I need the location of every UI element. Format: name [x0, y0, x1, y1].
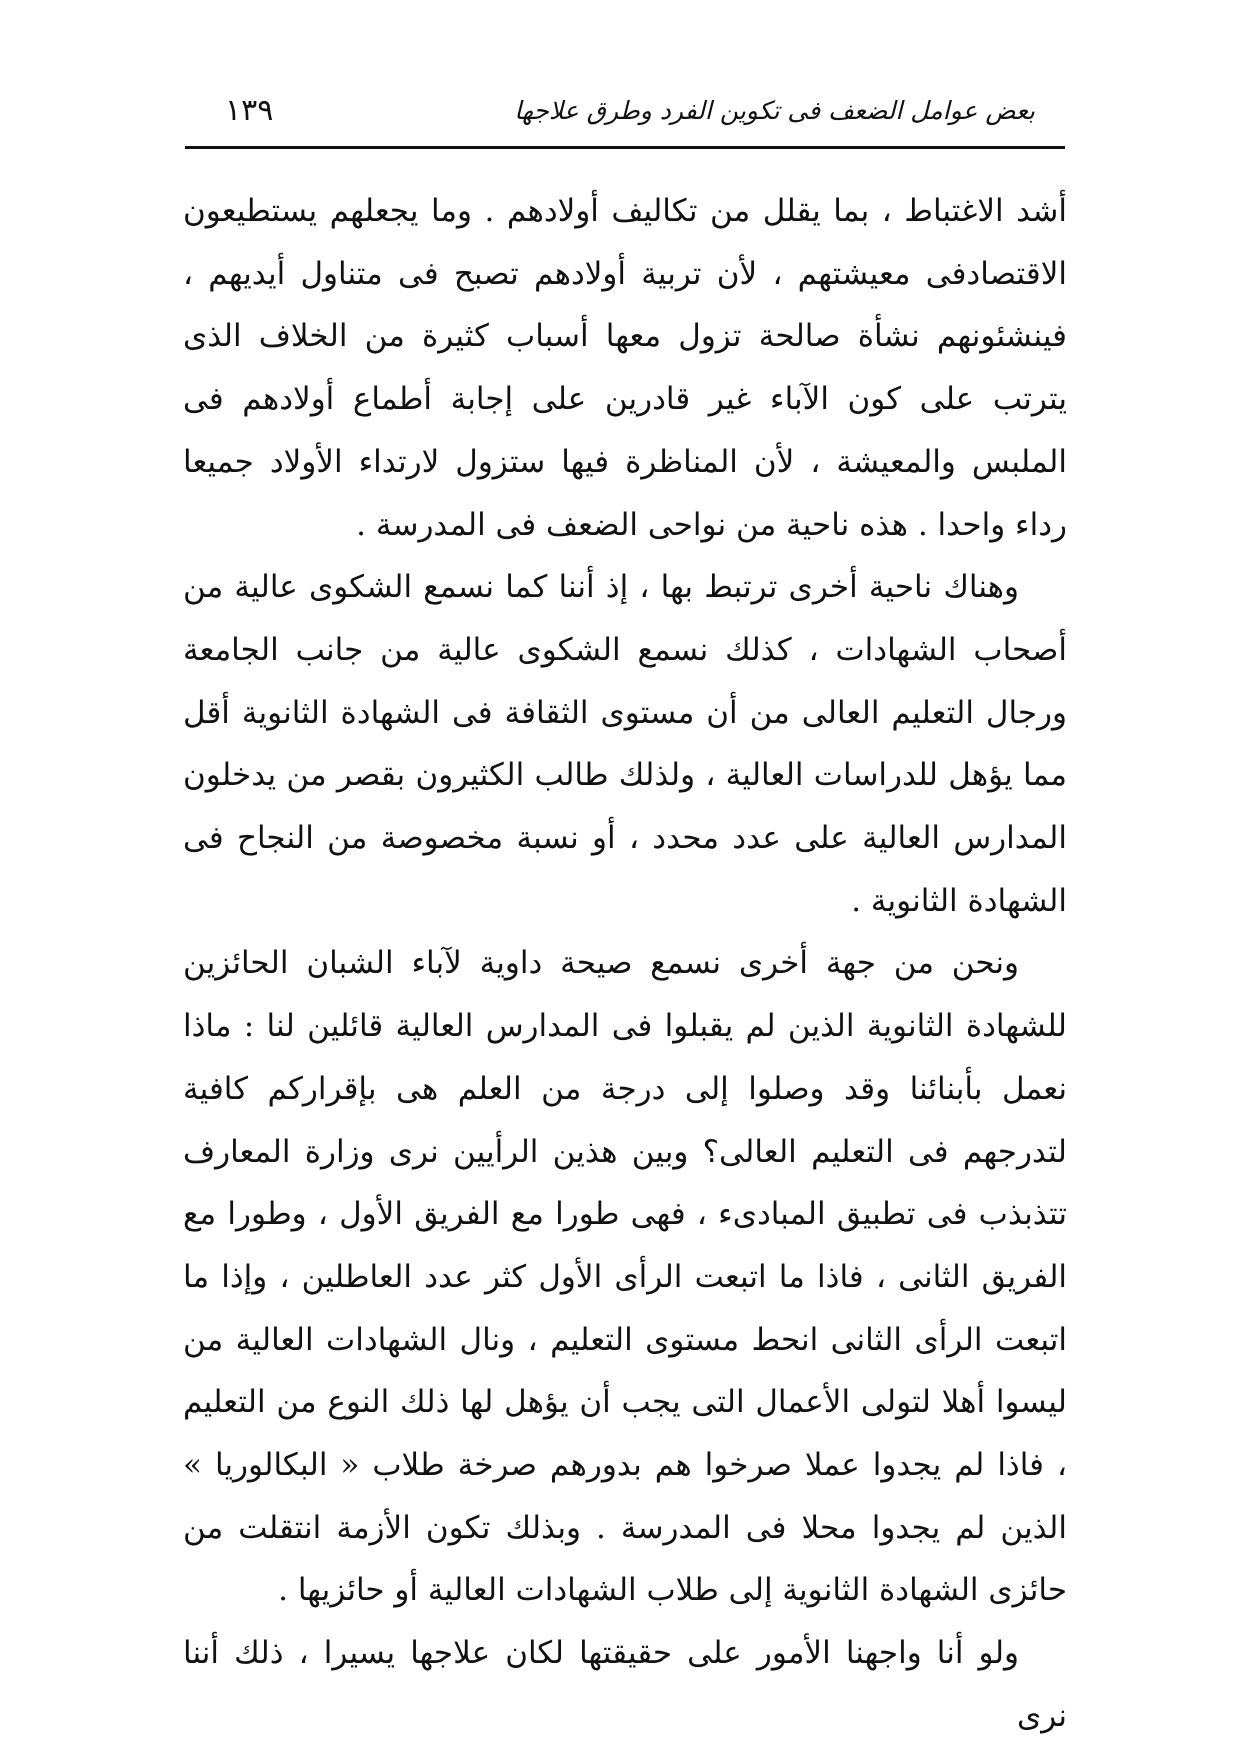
paragraph-3: [183, 932, 1067, 1622]
running-title: بعض عوامل الضعف فى تكوين الفرد وطرق علاجها: [514, 95, 1035, 125]
paragraph-4-text: ولو أنا واجهنا الأمور على حقيقتها لكان علاجها يسيرا ، ذلك أننا نرى: [183, 1635, 1067, 1734]
page-number: ١٣٩: [225, 92, 274, 128]
header-rule: [185, 146, 1065, 149]
paragraph-3-text: ونحن من جهة أخرى نسمع صيحة داوية لآباء الشبان الحائزين للشهادة الثانوية الذين لم يقبلوا فى المدارس العالية قائلين لنا : ماذا نعمل بأبنائنا وقد وصلوا إلى درجة من العلم هى بإقراركم كافية لتدرجهم فى التعليم العالى؟ وبين هذين الرأيين نرى وزارة المعارف تتذبذب فى تطبيق المبادىء ، فهى طورا مع الفريق الأول ، وطورا مع الفريق الثانى ، فاذا ما اتبعت الرأى الأول كثر عدد العاطلين ، وإذا ما اتبعت الرأى الثانى انحط مستوى التعليم ، ونال الشهادات العالية من ليسوا أهلا لتولى الأعمال التى يجب أن يؤهل لها ذلك النوع من التعليم ، فاذا لم يجدوا عملا صرخوا هم بدورهم صرخة طلاب « البكالوريا » الذين لم يجدوا محلا فى المدرسة . وبذلك تكون الأزمة انتقلت من حائزى الشهادة الثانوية إلى طلاب الشهادات العالية أو حائزيها .: [183, 945, 1067, 1609]
paragraph-2-text: وهناك ناحية أخرى ترتبط بها ، إذ أننا كما نسمع الشكوى عالية من أصحاب الشهادات ، كذلك نسمع الشكوى عالية من جانب الجامعة ورجال التعليم العالى من أن مستوى الثقافة فى الشهادة الثانوية أقل مما يؤهل للدراسات العالية ، ولذلك طالب الكثيرون بقصر من يدخلون المدارس العالية على عدد محدد ، أو نسبة مخصوصة من النجاح فى الشهادة الثانوية .: [183, 569, 1067, 919]
paragraph-1-text: أشد الاغتباط ، بما يقلل من تكاليف أولادهم . وما يجعلهم يستطيعون الاقتصادفى معيشتهم ، لأن تربية أولادهم تصبح فى متناول أيديهم ، فينشئونهم نشأة صالحة تزول معها أسباب كثيرة من الخلاف الذى يترتب على كون الآباء غير قادرين على إجابة أطماع أولادهم فى الملبس والمعيشة ، لأن المناظرة فيها ستزول لارتداء الأولاد جميعا رداء واحدا . هذه ناحية من نواحى الضعف فى المدرسة .: [183, 193, 1067, 543]
paragraph-1: [183, 180, 1067, 556]
body-text: [183, 180, 1067, 1748]
paragraph-2: [183, 556, 1067, 932]
running-head: [185, 80, 1065, 140]
paragraph-4: [183, 1622, 1067, 1747]
